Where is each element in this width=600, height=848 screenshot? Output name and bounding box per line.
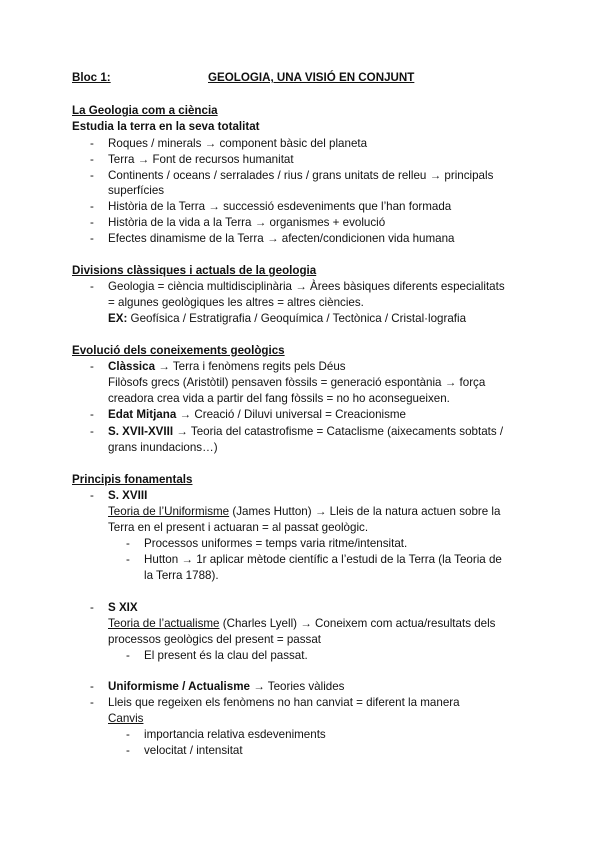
sub-list-item: Processos uniformes = temps varia ritme/intensitat. [144, 537, 408, 550]
sub-list-item: velocitat / intensitat [144, 744, 243, 757]
sub-list-item: Hutton → 1r aplicar mètode científic a l’estudi de la Terra (la Teoria de [144, 553, 502, 566]
list-item: Efectes dinamisme de la Terra → afecten/condicionen vida humana [108, 232, 455, 245]
page-title: GEOLOGIA, UNA VISIÓ EN CONJUNT [208, 71, 415, 84]
mitjana-label: Edat Mitjana [108, 408, 177, 421]
bullet-dash: - [126, 649, 130, 662]
list-item-continuation: Terra en el present i actuaran = al passat geològic. [108, 521, 369, 534]
example-text: Geofísica / Estratigrafia / Geoquímica / Tectònica / Cristal·lografia [127, 312, 467, 325]
bullet-dash: - [90, 216, 94, 229]
section-heading-principis: Principis fonamentals [72, 473, 193, 486]
bullet-dash: - [90, 169, 94, 182]
bullet-dash: - [126, 553, 130, 566]
list-item [108, 359, 346, 375]
s19-label: S XIX [108, 601, 138, 614]
list-item-continuation: processos geològics del present = passat [108, 633, 322, 646]
section-heading-evolucio: Evolució dels coneixements geològics [72, 344, 285, 357]
classica-label: Clàssica [108, 360, 156, 373]
section-subheading: Estudia la terra en la seva totalitat [72, 120, 260, 133]
list-item-continuation: superfícies [108, 184, 165, 197]
list-item: Geologia = ciència multidisciplinària → Àrees bàsiques diferents especialitats [108, 280, 505, 293]
sub-list-item: El present és la clau del passat. [144, 649, 308, 662]
example-label: EX: [108, 312, 128, 325]
s18-text: (James Hutton) → Lleis de la natura actuen sobre la [229, 505, 501, 518]
canvis-label: Canvis [108, 712, 144, 725]
bullet-dash: - [90, 153, 94, 166]
bullet-dash: - [90, 489, 94, 502]
list-item: Roques / minerals → component bàsic del planeta [108, 137, 368, 150]
bloc-label: Bloc 1: [72, 71, 111, 84]
s18-theory: Teoria de l’Uniformisme [108, 505, 230, 518]
classica-text: → Terra i fenòmens regits pels Déus [155, 360, 346, 373]
mitjana-text: → Creació / Diluvi universal = Creacionisme [176, 408, 406, 421]
s19-text: (Charles Lyell) → Coneixem com actua/resultats dels [219, 617, 496, 630]
bullet-dash: - [90, 425, 94, 438]
s19-theory: Teoria de l’actualisme [108, 617, 220, 630]
bullet-dash: - [126, 728, 130, 741]
list-item: Història de la Terra → successió esdeveniments que l’han formada [108, 200, 452, 213]
bullet-dash: - [90, 137, 94, 150]
bullet-dash: - [90, 360, 94, 373]
list-item [108, 407, 406, 423]
list-item: Terra → Font de recursos humanitat [108, 153, 294, 166]
sub-list-item-continuation: la Terra 1788). [144, 569, 219, 582]
bullet-dash: - [126, 537, 130, 550]
bullet-dash: - [90, 408, 94, 421]
s18-theory-line [108, 504, 500, 520]
xvii-text: → Teoria del catastrofisme = Cataclisme (aixecaments sobtats / [173, 425, 504, 438]
list-item-continuation: Filòsofs grecs (Aristòtil) pensaven fòssils = generació espontània → força [108, 376, 486, 389]
list-item: Història de la vida a la Terra → organismes + evolució [108, 216, 386, 229]
xvii-label: S. XVII-XVIII [108, 425, 174, 438]
bullet-dash: - [90, 200, 94, 213]
bullet-dash: - [126, 744, 130, 757]
list-item [108, 679, 344, 695]
uniformisme-label: Uniformisme / Actualisme [108, 680, 250, 693]
example-line [108, 311, 466, 327]
bullet-dash: - [90, 232, 94, 245]
section-heading-divisions: Divisions clàssiques i actuals de la geologia [72, 264, 317, 277]
list-item: Continents / oceans / serralades / rius / grans unitats de relleu → principals [108, 169, 494, 182]
list-item [108, 424, 503, 440]
uniformisme-text: → Teories vàlides [249, 680, 345, 693]
section-heading-geologia-ciencia: La Geologia com a ciència [72, 104, 218, 117]
bullet-dash: - [90, 696, 94, 709]
s19-theory-line [108, 616, 495, 632]
bullet-dash: - [90, 601, 94, 614]
s18-label: S. XVIII [108, 489, 148, 502]
list-item: Lleis que regeixen els fenòmens no han canviat = diferent la manera [108, 696, 460, 709]
list-item-continuation: creadora crea vida a partir del fang fòssils = no ho aconsegueixen. [108, 392, 450, 405]
list-item-continuation: = algunes geològiques les altres = altres ciències. [108, 296, 364, 309]
bullet-dash: - [90, 680, 94, 693]
bullet-dash: - [90, 280, 94, 293]
list-item-continuation: grans inundacions…) [108, 441, 218, 454]
sub-list-item: importancia relativa esdeveniments [144, 728, 326, 741]
